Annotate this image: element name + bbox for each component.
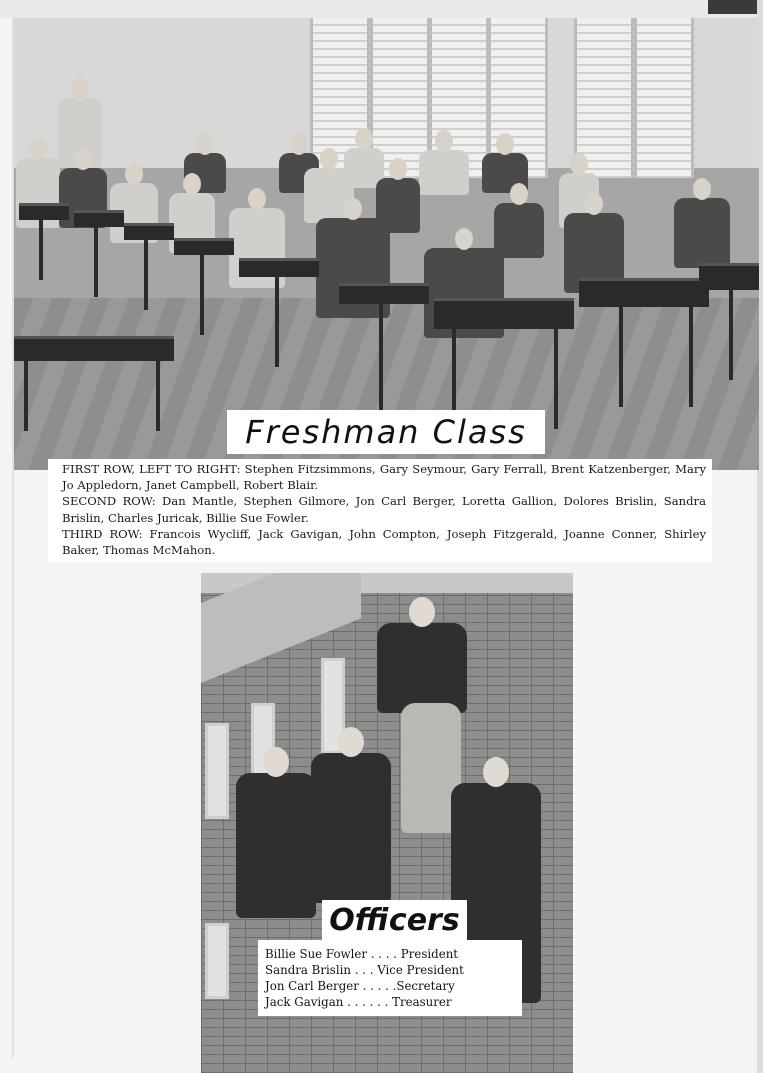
school-desk xyxy=(434,298,574,329)
school-desk xyxy=(239,258,319,277)
window-blind xyxy=(634,18,694,178)
officer-secretary: Jon Carl Berger . . . . .Secretary xyxy=(265,979,455,993)
school-desk xyxy=(699,263,759,290)
officers-list xyxy=(258,940,522,1016)
school-desk xyxy=(339,283,429,304)
third-row-caption: THIRD ROW: Francois Wycliff, Jack Gavigan, John Compton, Joseph Fitzgerald, Joanne Conner, Shirley Baker, Thomas McMahon. xyxy=(62,526,706,558)
school-desk xyxy=(174,238,234,255)
officer-president: Billie Sue Fowler . . . . President xyxy=(265,947,459,961)
student-figure xyxy=(494,203,544,258)
school-desk xyxy=(74,210,124,227)
officer-figure-standing-on-wall xyxy=(377,623,467,713)
school-desk xyxy=(19,203,69,220)
officer-treasurer: Jack Gavigan . . . . . . Treasurer xyxy=(265,995,452,1009)
school-desk xyxy=(124,223,174,240)
school-desk xyxy=(579,278,709,307)
freshman-class-photo xyxy=(14,18,759,470)
officer-figure xyxy=(236,773,316,918)
scan-corner-mark xyxy=(708,0,763,14)
building-window xyxy=(205,923,229,999)
officer-figure xyxy=(311,753,391,903)
building-window xyxy=(205,723,229,819)
freshman-class-title-box xyxy=(227,410,545,454)
second-row-caption: SECOND ROW: Dan Mantle, Stephen Gilmore, Jon Carl Berger, Loretta Gallion, Dolores Brislin, Sandra Brislin, Charles Juricak, Billie Sue Fowler. xyxy=(62,494,706,525)
freshman-class-title: Freshman Class xyxy=(245,413,527,451)
page-top-edge xyxy=(0,0,763,18)
officers-title-box xyxy=(322,900,467,940)
student-figure xyxy=(674,198,730,268)
school-desk xyxy=(14,336,174,361)
officer-vice-president: Sandra Brislin . . . Vice President xyxy=(265,963,464,977)
student-figure xyxy=(419,150,469,195)
officers-title: Officers xyxy=(329,902,460,938)
first-row-caption: FIRST ROW, LEFT TO RIGHT: Stephen Fitzsimmons, Gary Seymour, Gary Ferrall, Brent Katzenberger, Mary Jo Appledorn, Janet Campbell, Robert Blair. xyxy=(62,462,706,493)
class-photo-caption xyxy=(48,459,712,562)
